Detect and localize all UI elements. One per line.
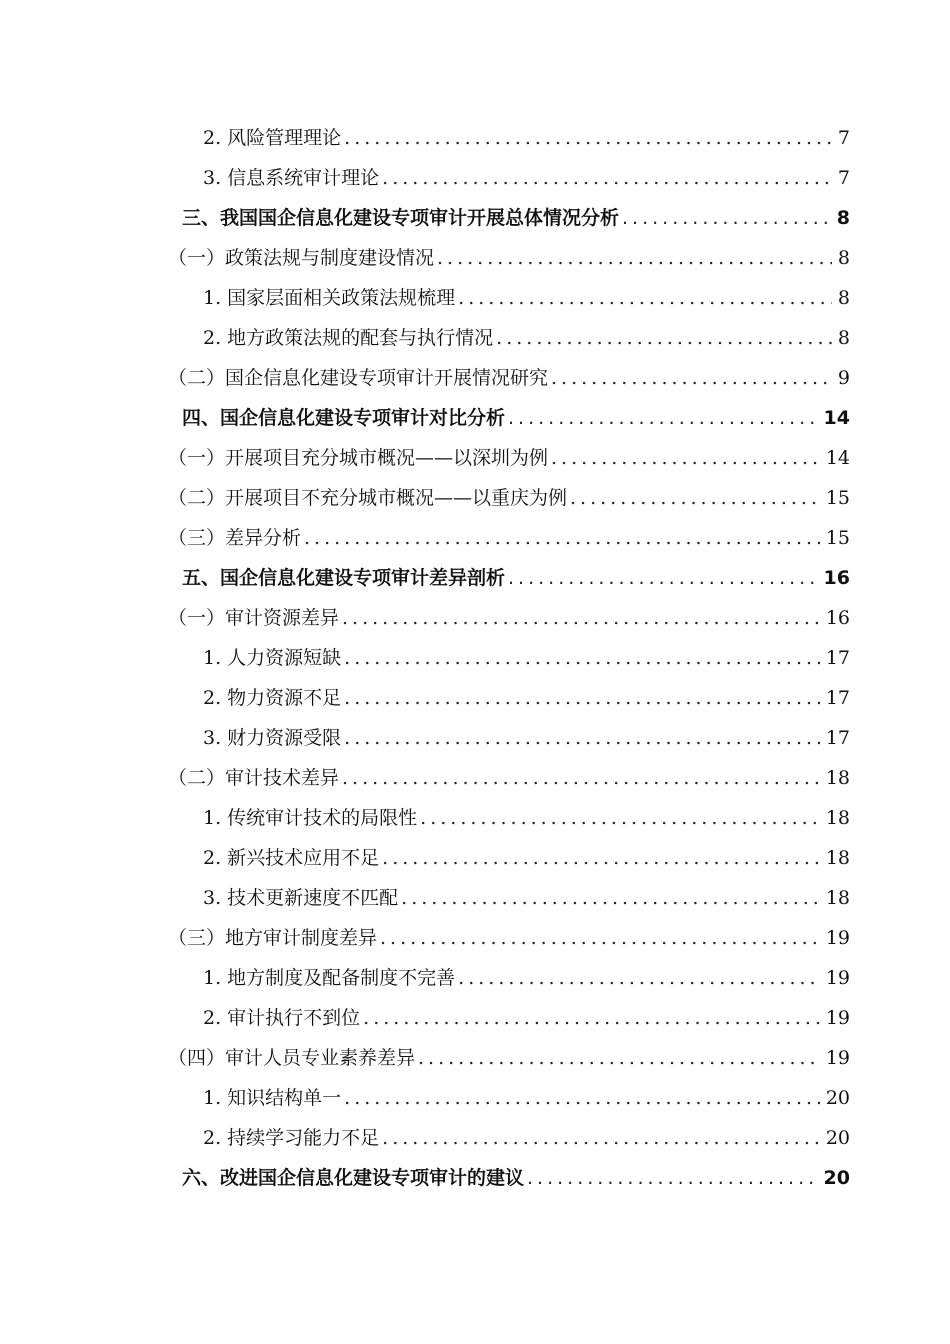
toc-entry[interactable] bbox=[0, 998, 950, 1038]
toc-dot-leader bbox=[401, 878, 820, 918]
toc-entry-title: 2. 地方政策法规的配套与执行情况 bbox=[203, 327, 494, 349]
toc-entry-title: （一）开展项目充分城市概况——以深圳为例 bbox=[168, 447, 549, 469]
toc-entry-page-number: 18 bbox=[825, 847, 850, 869]
toc-dot-leader bbox=[342, 598, 820, 638]
toc-entry-page-number: 20 bbox=[823, 1167, 850, 1189]
toc-dot-leader bbox=[420, 798, 820, 838]
toc-dot-leader bbox=[344, 638, 820, 678]
toc-entry-page-number: 17 bbox=[825, 687, 850, 709]
toc-dot-leader bbox=[380, 918, 820, 958]
toc-dot-leader bbox=[382, 1118, 820, 1158]
toc-entry-title: 3. 信息系统审计理论 bbox=[203, 167, 380, 189]
toc-entry-title: 3. 技术更新速度不匹配 bbox=[203, 887, 399, 909]
toc-entry[interactable] bbox=[0, 1158, 950, 1198]
toc-entry[interactable] bbox=[0, 878, 950, 918]
toc-entry-page-number: 8 bbox=[837, 247, 850, 269]
toc-entry-title: 2. 新兴技术应用不足 bbox=[203, 847, 380, 869]
toc-entry-page-number: 14 bbox=[825, 447, 850, 469]
toc-entry-title: 2. 审计执行不到位 bbox=[203, 1007, 361, 1029]
toc-dot-leader bbox=[418, 1038, 820, 1078]
toc-entry-title: （二）审计技术差异 bbox=[168, 767, 340, 789]
toc-dot-leader bbox=[382, 838, 820, 878]
toc-entry-title: 1. 国家层面相关政策法规梳理 bbox=[203, 287, 456, 309]
toc-entry-page-number: 18 bbox=[825, 887, 850, 909]
toc-dot-leader bbox=[304, 518, 820, 558]
toc-entry[interactable] bbox=[0, 438, 950, 478]
toc-entry-page-number: 17 bbox=[825, 647, 850, 669]
toc-entry-title: （一）审计资源差异 bbox=[168, 607, 340, 629]
toc-entry-title: 四、国企信息化建设专项审计对比分析 bbox=[182, 407, 506, 429]
toc-entry-page-number: 8 bbox=[837, 327, 850, 349]
table-of-contents bbox=[0, 118, 950, 1198]
toc-entry-page-number: 20 bbox=[825, 1087, 850, 1109]
toc-dot-leader bbox=[342, 758, 820, 798]
toc-entry-page-number: 19 bbox=[825, 1007, 850, 1029]
toc-entry-title: （四）审计人员专业素养差异 bbox=[168, 1047, 416, 1069]
toc-entry[interactable] bbox=[0, 558, 950, 598]
toc-entry-title: （三）差异分析 bbox=[168, 527, 302, 549]
toc-entry-page-number: 15 bbox=[825, 487, 850, 509]
toc-entry[interactable] bbox=[0, 638, 950, 678]
toc-entry[interactable] bbox=[0, 798, 950, 838]
toc-entry[interactable] bbox=[0, 758, 950, 798]
toc-entry-page-number: 18 bbox=[825, 767, 850, 789]
toc-dot-leader bbox=[508, 558, 818, 598]
toc-dot-leader bbox=[622, 198, 831, 238]
toc-entry[interactable] bbox=[0, 278, 950, 318]
toc-entry[interactable] bbox=[0, 478, 950, 518]
toc-entry-page-number: 8 bbox=[837, 287, 850, 309]
toc-entry-title: 3. 财力资源受限 bbox=[203, 727, 342, 749]
toc-dot-leader bbox=[527, 1158, 818, 1198]
toc-entry[interactable] bbox=[0, 198, 950, 238]
toc-entry-page-number: 7 bbox=[837, 127, 850, 149]
toc-dot-leader bbox=[344, 718, 820, 758]
toc-entry[interactable] bbox=[0, 1118, 950, 1158]
toc-dot-leader bbox=[496, 318, 832, 358]
toc-entry[interactable] bbox=[0, 1038, 950, 1078]
toc-entry-title: 2. 物力资源不足 bbox=[203, 687, 342, 709]
toc-entry-page-number: 9 bbox=[837, 367, 850, 389]
toc-entry-title: 2. 风险管理理论 bbox=[203, 127, 342, 149]
toc-entry-title: （一）政策法规与制度建设情况 bbox=[168, 247, 435, 269]
toc-entry[interactable] bbox=[0, 958, 950, 998]
toc-entry-title: 2. 持续学习能力不足 bbox=[203, 1127, 380, 1149]
toc-entry-title: （二）国企信息化建设专项审计开展情况研究 bbox=[168, 367, 549, 389]
toc-dot-leader bbox=[437, 238, 832, 278]
toc-dot-leader bbox=[344, 1078, 820, 1118]
toc-dot-leader bbox=[508, 398, 818, 438]
toc-entry-page-number: 18 bbox=[825, 807, 850, 829]
toc-dot-leader bbox=[458, 278, 832, 318]
toc-entry-title: （二）开展项目不充分城市概况——以重庆为例 bbox=[168, 487, 568, 509]
toc-entry[interactable] bbox=[0, 358, 950, 398]
toc-dot-leader bbox=[551, 438, 820, 478]
toc-entry-page-number: 16 bbox=[825, 607, 850, 629]
toc-dot-leader bbox=[570, 478, 820, 518]
toc-entry-page-number: 20 bbox=[825, 1127, 850, 1149]
toc-entry[interactable] bbox=[0, 318, 950, 358]
toc-entry[interactable] bbox=[0, 838, 950, 878]
toc-entry-page-number: 8 bbox=[836, 207, 850, 229]
toc-entry-title: （三）地方审计制度差异 bbox=[168, 927, 378, 949]
toc-dot-leader bbox=[344, 678, 820, 718]
toc-entry[interactable] bbox=[0, 398, 950, 438]
toc-entry-page-number: 19 bbox=[825, 1047, 850, 1069]
toc-entry-page-number: 15 bbox=[825, 527, 850, 549]
toc-entry-page-number: 7 bbox=[837, 167, 850, 189]
toc-entry[interactable] bbox=[0, 158, 950, 198]
toc-entry[interactable] bbox=[0, 678, 950, 718]
toc-entry-page-number: 19 bbox=[825, 927, 850, 949]
toc-dot-leader bbox=[344, 118, 832, 158]
toc-dot-leader bbox=[363, 998, 820, 1038]
toc-entry-page-number: 14 bbox=[823, 407, 850, 429]
toc-entry[interactable] bbox=[0, 598, 950, 638]
toc-entry[interactable] bbox=[0, 518, 950, 558]
toc-entry-page-number: 17 bbox=[825, 727, 850, 749]
toc-entry-page-number: 19 bbox=[825, 967, 850, 989]
toc-dot-leader bbox=[382, 158, 832, 198]
toc-entry-title: 1. 人力资源短缺 bbox=[203, 647, 342, 669]
toc-dot-leader bbox=[458, 958, 820, 998]
toc-entry-page-number: 16 bbox=[823, 567, 850, 589]
toc-entry[interactable] bbox=[0, 718, 950, 758]
toc-entry-title: 三、我国国企信息化建设专项审计开展总体情况分析 bbox=[182, 207, 620, 229]
toc-entry-title: 1. 传统审计技术的局限性 bbox=[203, 807, 418, 829]
toc-entry[interactable] bbox=[0, 918, 950, 958]
toc-entry[interactable] bbox=[0, 1078, 950, 1118]
toc-entry-title: 六、改进国企信息化建设专项审计的建议 bbox=[182, 1167, 525, 1189]
toc-entry-title: 五、国企信息化建设专项审计差异剖析 bbox=[182, 567, 506, 589]
toc-entry[interactable] bbox=[0, 118, 950, 158]
toc-entry-title: 1. 知识结构单一 bbox=[203, 1087, 342, 1109]
toc-entry[interactable] bbox=[0, 238, 950, 278]
toc-entry-title: 1. 地方制度及配备制度不完善 bbox=[203, 967, 456, 989]
toc-dot-leader bbox=[551, 358, 832, 398]
